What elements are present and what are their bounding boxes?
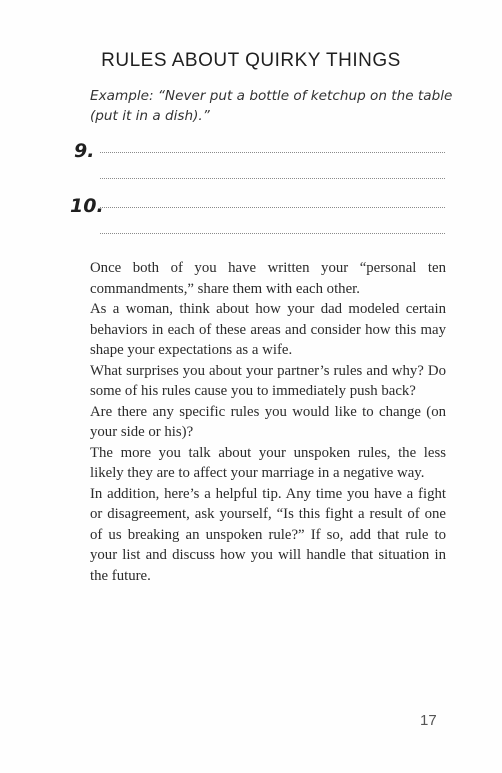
body-text <box>90 258 446 586</box>
example-text: Example: “Never put a bottle of ketchup on the table (put it in a dish).” <box>90 88 453 124</box>
rule-9-line-2 <box>100 178 445 179</box>
rule-10-line-1 <box>100 207 445 208</box>
rule-number-9: 9. <box>74 140 95 162</box>
page-number: 17 <box>420 712 437 729</box>
rule-10-line-2 <box>100 233 445 234</box>
paragraph: In addition, here’s a helpful tip. Any time you have a fight or disagreement, ask yourself, “Is this fight a result of one of us breaking an unspoken rule?” If so, add that rule to your list and discuss how you will handle that situation in the future. <box>90 485 446 584</box>
paragraph: The more you talk about your unspoken rules, the less likely they are to affect your marriage in a negative way. <box>90 444 446 481</box>
paragraph: Are there any specific rules you would like to change (on your side or his)? <box>90 403 446 440</box>
section-heading: RULES ABOUT QUIRKY THINGS <box>101 50 401 71</box>
rule-number-10: 10. <box>70 195 104 217</box>
paragraph: What surprises you about your partner’s rules and why? Do some of his rules cause you to immediately push back? <box>90 362 446 399</box>
paragraph: As a woman, think about how your dad modeled certain behaviors in each of these areas and consider how this may shape your expectations as a wife. <box>90 301 446 358</box>
rule-9-line-1 <box>100 152 445 153</box>
paragraph: Once both of you have written your “personal ten commandments,” share them with each other. <box>90 260 446 297</box>
